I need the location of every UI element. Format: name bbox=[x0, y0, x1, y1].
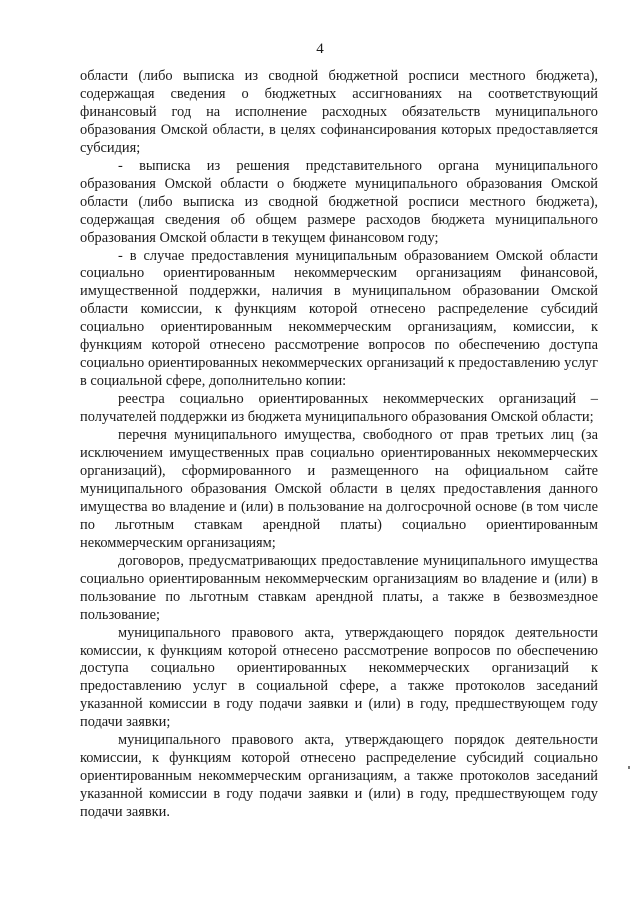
paragraph-budget-decision-extract: - выписка из решения представительного органа муниципального образования Омской области о бюджете муниципального образования Омской области (либо выписка из сводной бюджетной росписи местного бюджета), содержащая сведения об общем размере расходов бюджета муниципального образования Омской области в текущем финансовом году; bbox=[80, 157, 598, 246]
paragraph-contracts: договоров, предусматривающих предоставление муниципального имущества социально ориентированным некоммерческим организациям во владение и (или) в пользование по льготным ставкам арендной платы, а также в безвозмездное пользование; bbox=[80, 552, 598, 623]
paragraph-nko-registry: реестра социально ориентированных некоммерческих организаций – получателей поддержки из бюджета муниципального образования Омской области; bbox=[80, 391, 598, 426]
paragraph-property-list: перечня муниципального имущества, свободного от прав третьих лиц (за исключением имущественных прав социально ориентированных некоммерческих организаций), сформированного и размещенного на официальном сайте муниципального образования Омской области в целях предоставления данного имущества во владение и (или) в пользование на долгосрочной основе (в том числе по льготным ставкам арендной платы) социально ориентированным некоммерческим организациям; bbox=[80, 427, 598, 551]
paragraph-additional-copies: - в случае предоставления муниципальным образованием Омской области социально ориентированным некоммерческим организациям финансовой, имущественной поддержки, наличия в муниципальном образовании Омской области комиссии, к функциям которой отнесено распределение субсидий социально ориентированным некоммерческим организациям, комиссии, к функциям которой отнесено рассмотрение вопросов по обеспечению доступа социально ориентированных некоммерческих организаций к предоставлению услуг в социальной сфере, дополнительно копии: bbox=[80, 247, 598, 390]
paragraph-continuation: области (либо выписка из сводной бюджетной росписи местного бюджета), содержащая сведения о бюджетных ассигнованиях на соответствующий финансовый год на исполнение расходных обязательств муниципального образования Омской области, в целях софинансирования которых предоставляется субсидия; bbox=[80, 68, 598, 156]
paragraph-subsidy-commission-act: муниципального правового акта, утверждающего порядок деятельности комиссии, к функциям которой отнесено распределение субсидий социально ориентированным некоммерческим организациям, а также протоколов заседаний указанной комиссии в году подачи заявки и (или) в году, предшествующем году подачи заявки. bbox=[80, 732, 598, 821]
paragraph-access-commission-act: муниципального правового акта, утверждающего порядок деятельности комиссии, к функциям которой отнесено рассмотрение вопросов по обеспечению доступа социально ориентированных некоммерческих организаций к предоставлению услуг в социальной сфере, а также протоколов заседаний указанной комиссии в году подачи заявки и (или) в году, предшествующем году подачи заявки; bbox=[80, 624, 598, 731]
page-number: 4 bbox=[316, 41, 324, 57]
document-body bbox=[80, 68, 598, 822]
scan-mark bbox=[628, 766, 630, 769]
